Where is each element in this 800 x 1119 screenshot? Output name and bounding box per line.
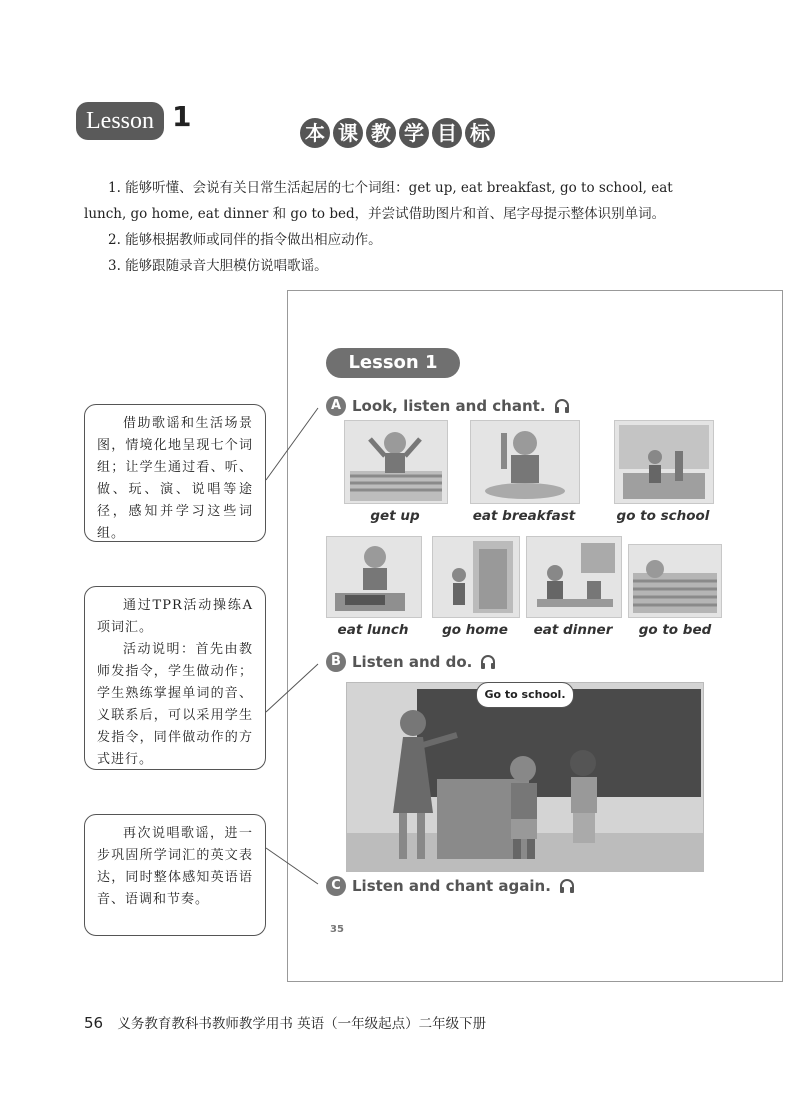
footer-book-title: 义务教育教科书教师教学用书 英语（一年级起点）二年级下册 — [117, 1016, 487, 1032]
section-c-heading — [326, 876, 575, 896]
note-text: 通过TPR活动操练A项词汇。 — [97, 598, 253, 635]
book-lesson-label: Lesson 1 — [326, 348, 460, 378]
lesson-badge: Lesson — [76, 102, 164, 140]
note-text: 活动说明：首先由教师发指令，学生做动作；学生熟练掌握单词的音、义联系后，可以采用学生发指令，同伴做动作的方式进行。 — [97, 642, 253, 767]
section-a-heading — [326, 396, 570, 416]
headphones-icon — [554, 399, 570, 413]
caption-go-to-school: go to school — [616, 508, 710, 524]
headphones-icon — [480, 655, 496, 669]
note-text: 借助歌谣和生活场景图，情境化地呈现七个词组；让学生通过看、听、做、玩、演、说唱等途径，感知并学习这些词组。 — [97, 416, 253, 541]
caption-eat-dinner: eat dinner — [533, 622, 613, 638]
annotation-note-3 — [84, 814, 266, 936]
caption-go-home: go home — [442, 622, 508, 638]
classroom-illustration — [346, 682, 704, 872]
book-page-number: 35 — [330, 924, 344, 935]
caption-eat-lunch: eat lunch — [337, 622, 409, 638]
goal-title-char: 本 — [300, 118, 330, 148]
page-footer — [84, 1012, 486, 1032]
annotation-note-1 — [84, 404, 266, 542]
goal-1-line-1: 1. 能够听懂、会说有关日常生活起居的七个词组：get up, eat breakfast, go to school, eat — [108, 180, 673, 196]
picture-get-up — [344, 420, 448, 504]
section-title: Listen and chant again. — [352, 877, 551, 895]
caption-go-to-bed: go to bed — [638, 622, 712, 638]
note-text: 再次说唱歌谣，进一步巩固所学词汇的英文表达，同时整体感知英语语音、语调和节奏。 — [97, 826, 253, 907]
goal-title — [300, 118, 495, 148]
picture-go-home — [432, 536, 520, 618]
picture-eat-lunch — [326, 536, 422, 618]
section-title: Look, listen and chant. — [352, 397, 546, 415]
goal-title-char: 教 — [366, 118, 396, 148]
goal-1-line-2: lunch, go home, eat dinner 和 go to bed，并尝试借助图片和首、尾字母提示整体识别单词。 — [84, 206, 666, 222]
picture-go-to-school — [614, 420, 714, 504]
picture-eat-breakfast — [470, 420, 580, 504]
section-b-heading — [326, 652, 496, 672]
goal-title-char: 目 — [432, 118, 462, 148]
goal-title-char: 课 — [333, 118, 363, 148]
picture-go-to-bed — [628, 544, 722, 618]
section-title: Listen and do. — [352, 653, 473, 671]
goal-3: 3. 能够跟随录音大胆模仿说唱歌谣。 — [108, 258, 328, 274]
goal-title-char: 学 — [399, 118, 429, 148]
headphones-icon — [559, 879, 575, 893]
picture-eat-dinner — [526, 536, 622, 618]
section-letter: C — [326, 876, 346, 896]
goal-2: 2. 能够根据教师或同伴的指令做出相应动作。 — [108, 232, 382, 248]
speech-bubble: Go to school. — [476, 682, 574, 708]
footer-page-number: 56 — [84, 1014, 104, 1032]
annotation-note-2 — [84, 586, 266, 770]
caption-get-up: get up — [370, 508, 420, 524]
section-letter: A — [326, 396, 346, 416]
lesson-number: 1 — [172, 100, 192, 133]
goal-title-char: 标 — [465, 118, 495, 148]
section-letter: B — [326, 652, 346, 672]
caption-eat-breakfast: eat breakfast — [472, 508, 576, 524]
